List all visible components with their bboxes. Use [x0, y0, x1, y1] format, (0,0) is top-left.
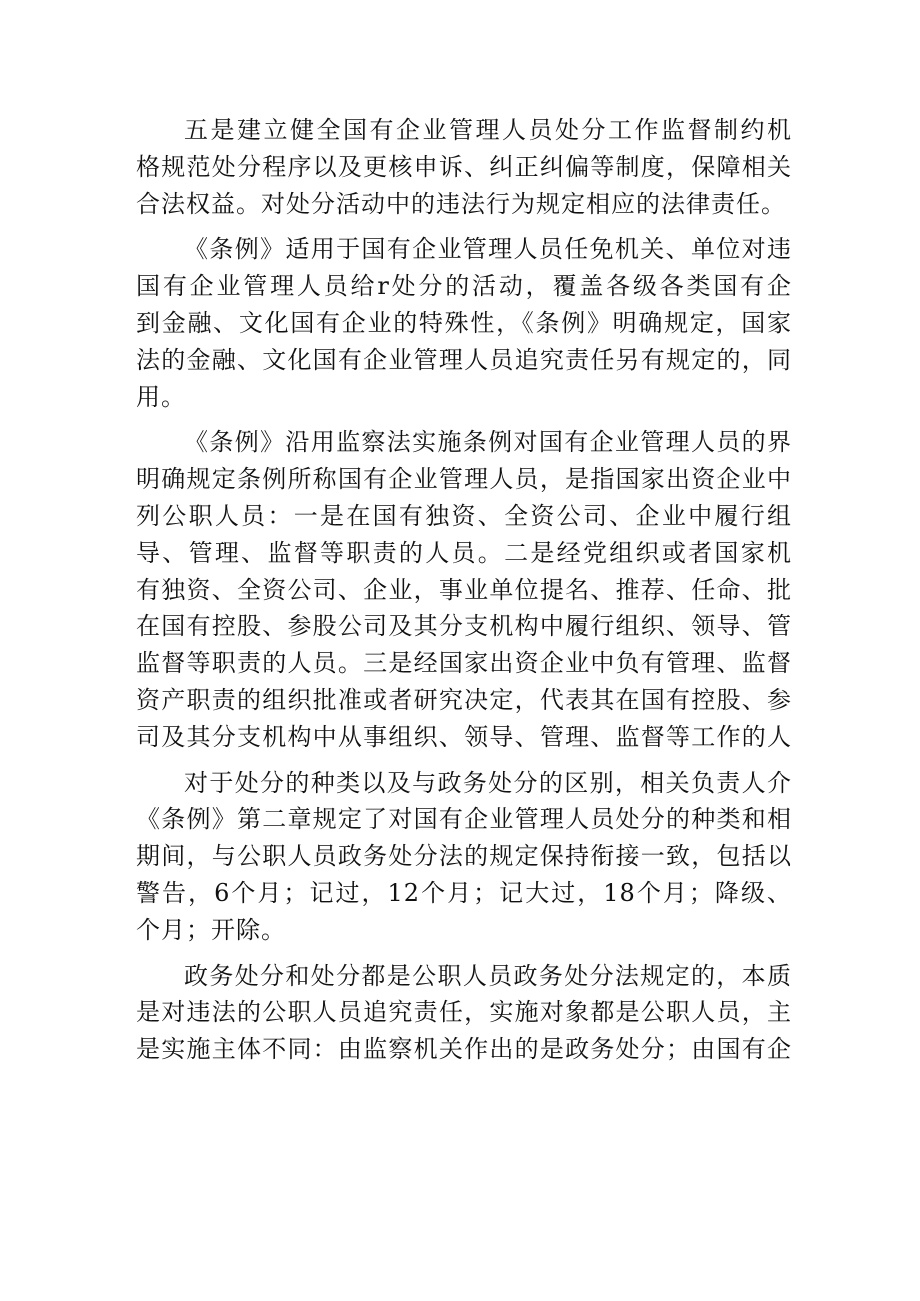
paragraph-5 [136, 958, 792, 1068]
paragraph-line: 政务处分和处分都是公职人员政务处分法规定的，本质 [184, 961, 792, 990]
paragraph-line: 是对违法的公职人员追究责任，实施对象都是公职人员，主 [136, 998, 792, 1027]
paragraph-line: 《条例》适用于国有企业管理人员任免机关、单位对违 [184, 235, 792, 264]
paragraph-line: 用。 [136, 382, 186, 411]
paragraph-line: 监督等职责的人员。三是经国家出资企业中负有管理、监督 [136, 649, 792, 678]
paragraph-line: 国有企业管理人员给r处分的活动，覆盖各级各类国有企 [136, 272, 792, 301]
paragraph-line: 对于处分的种类以及与政务处分的区别，相关负责人介 [184, 768, 792, 797]
paragraph-2 [136, 231, 792, 415]
document-body [136, 112, 792, 1068]
paragraph-line: 在国有控股、参股公司及其分支机构中履行组织、领导、管 [136, 612, 792, 641]
paragraph-line: 列公职人员：一是在国有独资、全资公司、企业中履行组 [136, 501, 792, 530]
paragraph-line: 明确规定条例所称国有企业管理人员，是指国家出资企业中 [136, 465, 792, 494]
paragraph-line: 五是建立健全国有企业管理人员处分工作监督制约机 [184, 116, 792, 144]
paragraph-line: 到金融、文化国有企业的特殊性，《条例》明确规定，国家 [136, 308, 792, 337]
paragraph-1 [136, 112, 792, 222]
paragraph-line: 警告，6个月；记过，12个月；记大过，18个月；降级、 [136, 878, 792, 907]
paragraph-line: 司及其分支机构中从事组织、领导、管理、监督等工作的人 [136, 722, 792, 751]
paragraph-line: 《条例》第二章规定了对国有企业管理人员处分的种类和相 [136, 805, 792, 834]
paragraph-line: 资产职责的组织批准或者研究决定，代表其在国有控股、参 [136, 685, 792, 714]
paragraph-line: 合法权益。对处分活动中的违法行为规定相应的法律责任。 [136, 189, 786, 218]
paragraph-3 [136, 424, 792, 755]
paragraph-line: 有独资、全资公司、企业，事业单位提名、推荐、任命、批 [136, 575, 792, 604]
paragraph-line: 期间，与公职人员政务处分法的规定保持衔接一致，包括以 [136, 842, 792, 871]
paragraph-line: 格规范处分程序以及更核申诉、纠正纠偏等制度，保障相关 [136, 152, 792, 181]
paragraph-line: 《条例》沿用监察法实施条例对国有企业管理人员的界 [184, 428, 792, 457]
paragraph-line: 法的金融、文化国有企业管理人员追究责任另有规定的，同 [136, 345, 792, 374]
paragraph-line: 导、管理、监督等职责的人员。二是经党组织或者国家机 [136, 538, 792, 567]
paragraph-line: 个月；开除。 [136, 915, 286, 944]
paragraph-line: 是实施主体不同：由监察机关作出的是政务处分；由国有企 [136, 1035, 792, 1064]
paragraph-4 [136, 765, 792, 949]
